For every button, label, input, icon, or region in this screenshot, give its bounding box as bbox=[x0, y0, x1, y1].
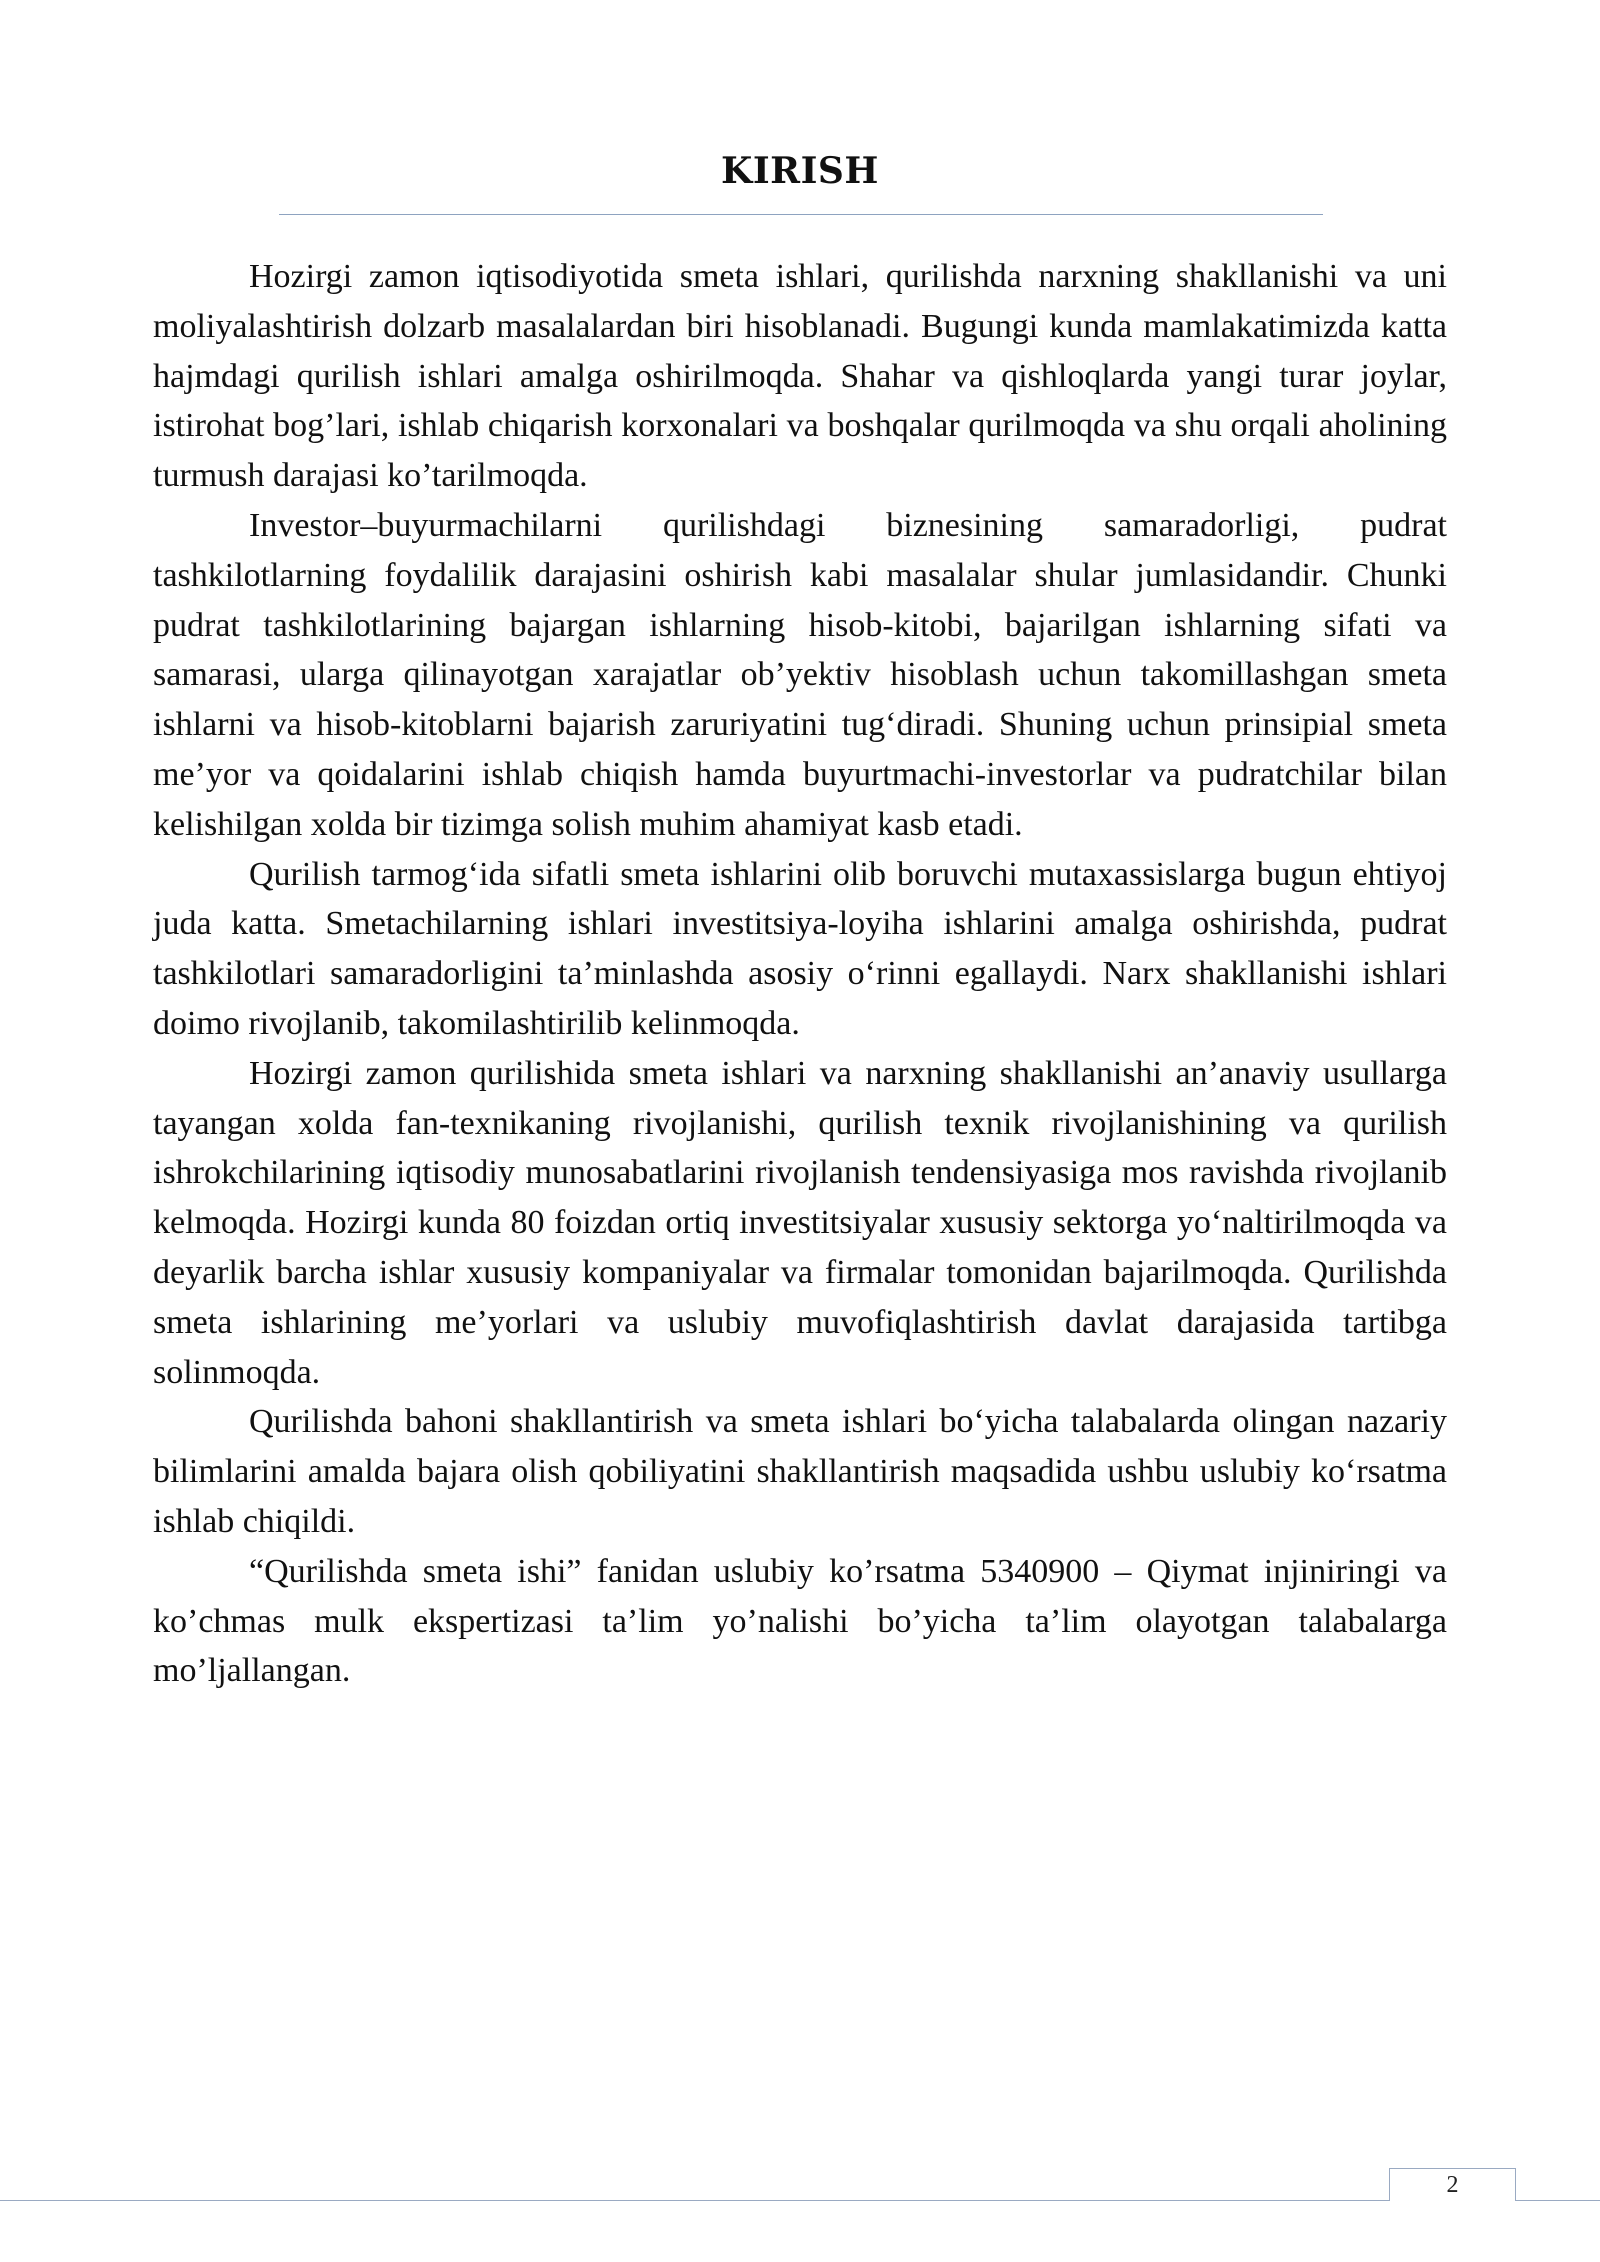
paragraph-2: Investor–buyurmachilarni qurilishdagi biznesining samaradorligi, pudrat tashkilotlarning foydalilik darajasini oshirish kabi masalalar shular jumlasidandir. Chunki pudrat tashkilotlarining bajargan ishlarning hisob-kitobi, bajarilgan ishlarning sifati va samarasi, ularga qilinayotgan xarajatlar ob’yektiv hisoblash uchun takomillashgan smeta ishlarni va hisob-kitoblarni bajarish zaruriyatini tug‘diradi. Shuning uchun prinsipial smeta me’yor va qoidalarini ishlab chiqish hamda buyurtmachi-investorlar va pudratchilar bilan kelishilgan xolda bir tizimga solish muhim ahamiyat kasb etadi. bbox=[153, 506, 1447, 843]
paragraph-4: Hozirgi zamon qurilishida smeta ishlari va narxning shakllanishi an’anaviy usullarga tayangan xolda fan-texnikaning rivojlanishi, qurilish texnik rivojlanishining va qurilish ishrokchilarining iqtisodiy munosabatlarini rivojlanish tendensiyasiga mos ravishda rivojlanib kelmoqda. Hozirgi kunda 80 foizdan ortiq investitsiyalar xususiy sektorga yo‘naltirilmoqda va deyarlik barcha ishlar xususiy kompaniyalar va firmalar tomonidan bajarilmoqda. Qurilishda smeta ishlarining me’yorlari va uslubiy muvofiqlashtirish davlat darajasida tartibga solinmoqda. bbox=[153, 1054, 1447, 1391]
paragraph-6: “Qurilishda smeta ishi” fanidan uslubiy ko’rsatma 5340900 – Qiymat injiniringi va ko’chmas mulk ekspertizasi ta’lim yo’nalishi bo’yicha ta’lim olayotgan talabalarga mo’ljallangan. bbox=[153, 1552, 1447, 1690]
paragraph-1: Hozirgi zamon iqtisodiyotida smeta ishlari, qurilishda narxning shakllanishi va uni moliyalashtirish dolzarb masalalardan biri hisoblanadi. Bugungi kunda mamlakatimizda katta hajmdagi qurilish ishlari amalga oshirilmoqda. Shahar va qishloqlarda yangi turar joylar, istirohat bog’lari, ishlab chiqarish korxonalari va boshqalar qurilmoqda va shu orqali aholining turmush darajasi ko’tarilmoqda. bbox=[153, 258, 1447, 495]
body-text bbox=[153, 252, 1447, 1696]
page-number: 2 bbox=[1389, 2168, 1516, 2201]
paragraph-5: Qurilishda bahoni shakllantirish va smeta ishlari bo‘yicha talabalarda olingan nazariy bilimlarini amalda bajara olish qobiliyatini shakllantirish maqsadida ushbu uslubiy ko‘rsatma ishlab chiqildi. bbox=[153, 1403, 1447, 1540]
footer-rule bbox=[0, 2200, 1600, 2201]
title-underline bbox=[279, 214, 1323, 215]
section-title: KIRISH bbox=[721, 150, 879, 192]
paragraph-3: Qurilish tarmog‘ida sifatli smeta ishlarini olib boruvchi mutaxassislarga bugun ehtiyoj juda katta. Smetachilarning ishlari investitsiya-loyiha ishlarini amalga oshirishda, pudrat tashkilotlari samaradorligini ta’minlashda asosiy o‘rinni egallaydi. Narx shakllanishi ishlari doimo rivojlanib, takomilashtirilib kelinmoqda. bbox=[153, 855, 1447, 1042]
